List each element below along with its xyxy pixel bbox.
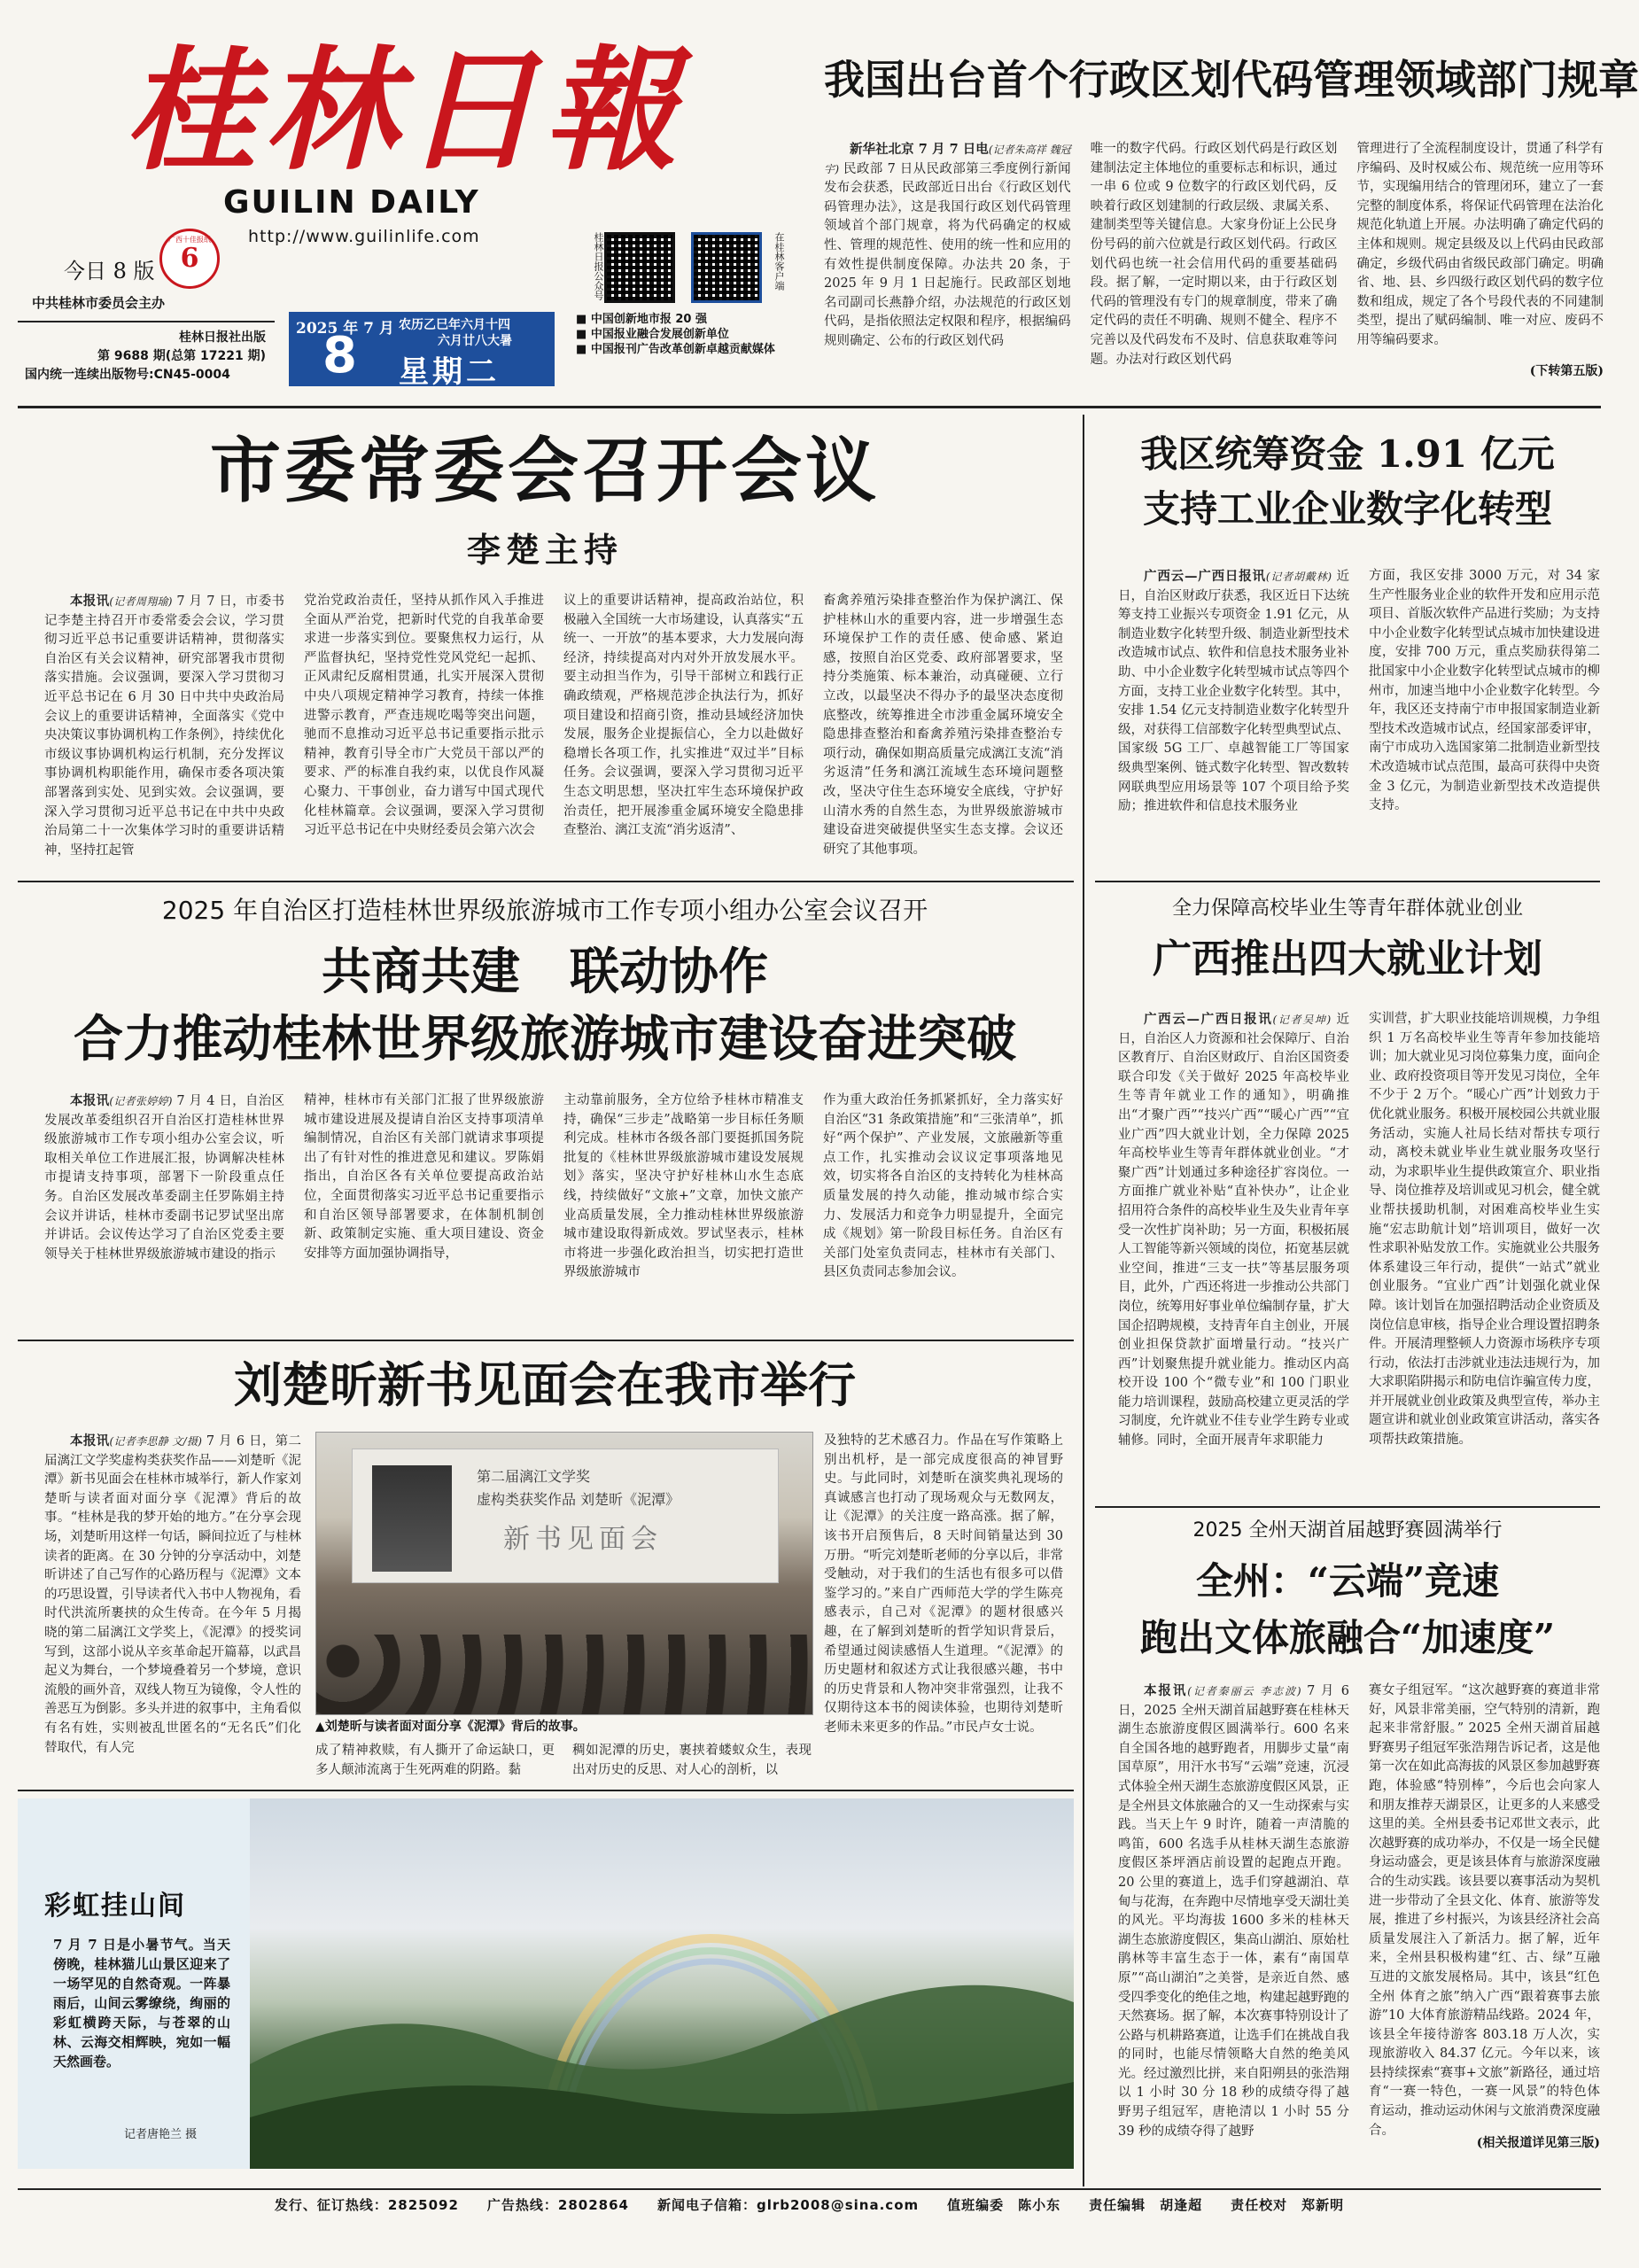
meeting-text-3: 议上的重要讲话精神，提高政治站位，积极融入全国统一大市场建设，认真落实“五统一、一开放”的基本要求，大力发展向海经济，持续提高对内对外开放发展水平。要主动担当作为，引导干部树立和践行正确政绩观，严格规范涉企执法行为，抓好项目建设和招商引资，推动县域经济加快发展，服务企业提振信心，全力以赴做好稳增长各项工作，扎实推进“双过半”目标任务。会议强调，要深入学习贯彻习近平生态文明思想，坚决扛牢生态环境保护政治责任，把开展渗重金属环境安全隐患排查整治、漓江支流“消劣返清”、	[563, 594, 804, 838]
marathon-kicker: 2025 全州天湖首届越野赛圆满举行	[1192, 1519, 1503, 1542]
issue-no: 第 9688 期(总第 17221 期)	[97, 349, 266, 363]
lead-col-1	[824, 140, 1071, 379]
right-column-divider	[1083, 415, 1084, 2186]
funding-headline-2[interactable]: 支持工业企业数字化转型	[1142, 487, 1552, 531]
funding-columns: 广西云—广西日报讯(记者胡戴林) 近日，自治区财政厅获悉，我区近日下达统筹支持工业振兴专项资金 1.91 亿元，从制造业数字化转型升级、制造业新型技术改造城市试点、软件和信息技术服务业补助、中小企业数字化转型城市试点等四个方面，支持工业企业数字化转型。其中，安排 1.54 亿元支持制造业数字化转型升级，对获得工信部数字化转型典型试点、国家级 5G 工厂、卓越智能工厂等国家级典型案例、链式数字化转型、智改数转网联典型应用场景等 107 个项目给予奖励；推进软件和信息技术服务业 方面，我区安排 3000 万元，对 34 家生产性服务业企业的软件开发和应用示范项目、首版次软件产品进行奖励；为支持中小企业数字化转型试点城市加快建设进度，安排 700 万元，重点奖励获得第二批国家中小企业数字化转型试点城市的柳州市，加速当地中小企业数字化转型。今年，我区还支持南宁市申报国家制造业新型技术改造城市试点，经国家部委评审，南宁市成功入选国家第二批制造业新型技术改造城市试点范围，最高可获得中央资金 3 亿元，为制造业新型技术改造提供支持。	[1118, 567, 1600, 863]
date-block	[289, 312, 555, 390]
book-headline[interactable]: 刘楚昕新书见面会在我市举行	[234, 1356, 856, 1413]
book-tail-1: 成了精神救赎，有人撕开了命运缺口，更多人颠沛流离于生死两难的阴路。黏	[315, 1744, 555, 1777]
tourism-columns: 本报讯(记者张婷婷) 7 月 4 日，自治区发展改革委组织召开自治区打造桂林世界级旅游城市工作专项小组办公室会议，听取相关单位工作进展汇报，协调解决桂林市提请支持事项，部署下一阶段重点任务。自治区发展改革委副主任罗陈娟主持会议并讲话，桂林市委副书记罗试坚出席并讲话。会议传达学习了自治区党委主要领导关于桂林世界级旅游城市建设的指示 精神，桂林市有关部门汇报了世界级旅游城市建设进展及提请自治区支持事项清单编制情况，自治区有关部门就请求事项提出了有针对性的推进意见和建议。罗陈娟指出，自治区各有关单位要提高政治站位，全面贯彻落实习近平总书记重要指示和自治区领导部署要求，在体制机制创新、政策制定实施、重大项目建设、资金安排等方面加强协调指导， 主动靠前服务，全方位给予桂林市精准支持，确保“三步走”战略第一步目标任务顺利完成。桂林市各级各部门要挺抓国务院批复的《桂林世界级旅游城市建设发展规划》落实，坚决守护好桂林山水生态底线，持续做好“文旅+”文章，加快文旅产业高质量发展，全力推动桂林世界级旅游城市建设取得新成效。罗试坚表示，桂林市将进一步强化政治担当，切实把打造世界级旅游城市 作为重大政治任务抓紧抓好，全力落实好自治区“31 条政策措施”和“三张清单”，抓好“两个保护”、产业发展，文旅融新等重点工作，扎实推动会议议定事项落地见效，切实将各自治区的支持转化为桂林高质量发展的持久动能，推动城市综合实力、发展活力和竞争力明显提升，全面完成《规划》第一阶段目标任务。自治区有关部门处室负责同志，桂林市有关部门、县区负责同志参加会议。	[44, 1091, 1063, 1325]
lead-col-2	[1091, 140, 1338, 379]
marathon-jump[interactable]: (相关报道详见第三版)	[1476, 2136, 1600, 2150]
tourism-headline-2[interactable]: 合力推动桂林世界级旅游城市建设奋进突破	[74, 1010, 1016, 1068]
tourism-headline-1[interactable]: 共商共建 联动协作	[322, 943, 768, 1001]
lead-headline[interactable]: 我国出台首个行政区划代码管理领域部门规章	[824, 56, 1639, 104]
qr-left-caption: 桂林日报公众号	[593, 232, 604, 300]
funding-text-2: 方面，我区安排 3000 万元，对 34 家生产性服务业企业的软件开发和应用示范项目、首版次软件产品进行奖励；为支持中小企业数字化转型试点城市加快建设进度，安排 700 万元，重点奖励获得第二批国家中小企业数字化转型试点城市的柳州市，加速当地中小企业数字化转型。今年，我区还支持南宁市申报国家制造业新型技术改造城市试点，经国家部委评审，南宁市成功入选国家第二批制造业新型技术改造城市试点范围，最高可获得中央资金 3 亿元，为制造业新型技术改造提供支持。	[1369, 569, 1600, 813]
rainbow-title: 彩虹挂山间	[44, 1891, 186, 1922]
divider-employment	[1095, 1506, 1600, 1508]
honors-list	[576, 312, 784, 357]
honor-item: ■ 中国报刊广告改革创新卓越贡献媒体	[576, 343, 775, 356]
employment-columns: 广西云—广西日报讯(记者吴坤) 近日，自治区人力资源和社会保障厅、自治区教育厅、自治区财政厅、自治区国资委联合印发《关于做好 2025 年高校毕业生等青年就业工作的通知》，明确推出“才聚广西”“技兴广西”“暖心广西”“宜业广西”四大就业计划，全力保障 2025 年高校毕业生等青年群体就业创业。“才聚广西”计划通过多种途径扩容岗位。一方面推广就业补贴“直补快办”，让企业招用符合条件的高校毕业生及失业青年享受一次性扩岗补助；另一方面，积极拓展人工智能等新兴领域的岗位，拓宽基层就业空间，推进“三支一扶”等基层服务项目，此外，广西还将进一步推动公共部门岗位，统筹用好事业单位编制存量，扩大国企招聘规模，支持青年自主创业，开展创业担保贷款扩面增量行动。“技兴广西”计划聚焦提升就业能力。推动区内高校开设 100 个“微专业”和 100 门职业能力培训课程，鼓励高校建立更灵活的学习制度，允许就业不佳专业学生跨专业或辅修。同时，全面开展青年求职能力 实训营，扩大职业技能培训规模，力争组织 1 万名高校毕业生等青年参加技能培训；加大就业见习岗位募集力度，面向企业、政府投资项目等开发见习岗位，全年不少于 2 万个。“暖心广西”计划致力于优化就业服务。积极开展校园公共就业服务活动，实施人社局长结对帮扶专项行动，离校未就业毕业生就业服务攻坚行动，为求职毕业生提供政策宣介、职业指导、岗位推荐及培训或见习机会，健全就业帮扶援助机制，对困难高校毕业生实施“宏志助航计划”培训项目，做好一次性求职补贴发放工作。实施就业公共服务体系建设三年行动，提供“一站式”就业创业服务。“宜业广西”计划强化就业保障。该计划旨在加强招聘活动企业资质及岗位信息审核，指导企业合理设置招聘条件。开展清理整顿人力资源市场秩序专项行动，依法打击涉就业违法违规行为，加大求职陷阱揭示和防电信诈骗宣传力度，并开展就业创业政策及典型宣传，举办主题宣讲和就业创业政策宣讲活动，落实各项帮扶政策措施。	[1118, 1010, 1600, 1492]
lunar-date-1: 农历乙巳年六月十四	[399, 318, 510, 332]
marathon-text-2: 赛女子组冠军。“这次越野赛的赛道非常好，风景非常美丽，空气特别的清新，跑起来非常舒服。” 2025 全州天湖首届越野赛男子组冠军张浩翔告诉记者，这是他第一次在如此高海拔的风景区参加越野赛跑，体验感“特别棒”，今后也会向家人和朋友推荐天湖景区，让更多的人来感受这里的美。全州县委书记邓世文表示，此次越野赛的成功举办，不仅是一场全民健身运动盛会，更是该县体育与旅游深度融合的生动实践。该县要以赛事活动为契机进一步带动了全县文化、体育、旅游等发展，推进了乡村振兴，为该县经济社会高质量发展注入了新活力。据了解，近年来，全州县积极构建“红、古、绿”互融互进的文旅发展格局。其中，该县“红色全州 体育之旅”纳入广西“跟着赛事去旅游”10 大体育旅游精品线路。2024 年，该县全年接待游客 803.18 万人次，实现旅游收入 84.37 亿元。今年以来，该县持续探索“赛事+文旅”新路径，通过培育“一赛一特色，一赛一风景”的特色体育运动，推动运动休闲与文旅消费深度融合。	[1369, 1683, 1600, 2138]
book-col-1: 本报讯(记者李思静 文/摄) 7 月 6 日，第二届漓江文学奖虚构类获奖作品——刘楚昕《泥潭》新书见面会在桂林市城举行，新人作家刘楚昕与读者面对面分享《泥潭》背后的故事。“桂林是我的梦开始的地方。”在分享会现场，刘楚昕用这样一句话，瞬间拉近了与桂林读者的距离。在 30 分钟的分享活动中，刘楚昕讲述了自己写作的心路历程与《泥潭》文本的巧思设置，引导读者代入书中人物视角，看时代洪流所裹挟的众生传奇。在今年 5 月揭晓的第二届漓江文学奖上，《泥潭》的授奖词写到，这部小说从辛亥革命起开篇幕，以武昌起义为舞台，一个梦境叠着另一个梦境，意识流般的画外音，双线人物互为镜像，令人性的善恶互为倒影。多头并进的叙事中，主角看似有名有姓，实则被乱世匿名的“无名氏”们化替取代，有人完	[44, 1433, 301, 1755]
footer-info: 发行、征订热线：2825092 广告热线：2802864 新闻电子信箱：glrb2008@sina.com 值班编委 陈小东 责任编辑 胡逢超 责任校对 郑新明	[274, 2197, 1345, 2213]
divider-book	[18, 1790, 1074, 1791]
date-year-month: 2025 年 7 月	[296, 320, 394, 338]
qr-code-icon[interactable]	[604, 232, 675, 303]
divider-funding	[1095, 881, 1600, 882]
rainbow-credit: 记者唐艳兰 摄	[124, 2128, 198, 2141]
meeting-text-4: 畜禽养殖污染排查整治作为保护漓江、保护桂林山水的重要内容，进一步增强生态环境保护工作的责任感、使命感、紧迫感，按照自治区党委、政府部署要求，坚持分类施策、标本兼治，动真碰硬、立行立改，以最坚决不得办予的最坚决态度彻底整改，统筹推进全市涉重金属环境安全隐患排查整治和畜禽养殖污染排查整治专项行动，确保如期高质量完成漓江支流“消劣返清”任务和漓江流域生态环境问题整改，坚决守住生态环境安全底线，守护好山清水秀的自然生态，为世界级旅游城市建设奋进突破提供坚实生态支撑。会议还研究了其他事项。	[823, 594, 1063, 857]
honor-item: ■ 中国报业融合发展创新单位	[576, 328, 729, 341]
tourism-text-1: 7 月 4 日，自治区发展改革委组织召开自治区打造桂林世界级旅游城市工作专项小组办公室会议，听取相关单位工作进展汇报，协调解决桂林市提请支持事项，部署下一阶段重点任务。自治区发展改革委副主任罗陈娟主持会议并讲话，桂林市委副书记罗试坚出席并讲话。会议传达学习了自治区党委主要领导关于桂林世界级旅游城市建设的指示	[44, 1094, 284, 1262]
employment-text-2: 实训营，扩大职业技能培训规模，力争组织 1 万名高校毕业生等青年参加技能培训；加大就业见习岗位募集力度，面向企业、政府投资项目等开发见习岗位，全年不少于 2 万个。“暖心广西”计划致力于优化就业服务。积极开展校园公共就业服务活动，实施人社局长结对帮扶专项行动，离校未就业毕业生就业服务攻坚行动，为求职毕业生提供政策宣介、职业指导、岗位推荐及培训或见习机会，健全就业帮扶援助机制，对困难高校毕业生实施“宏志助航计划”培训项目，做好一次性求职补贴发放工作。实施就业公共服务体系建设三年行动，提供“一站式”就业创业服务。“宜业广西”计划强化就业保障。该计划旨在加强招聘活动企业资质及岗位信息审核，指导企业合理设置招聘条件。开展清理整顿人力资源市场秩序专项行动，依法打击涉就业违法违规行为，加大求职陷阱揭示和防电信诈骗宣传力度，并开展就业创业政策及典型宣传，举办主题宣讲和就业创业政策宣讲活动，落实各项帮扶政策措施。	[1369, 1012, 1600, 1448]
employment-text-1: 近日，自治区人力资源和社会保障厅、自治区教育厅、自治区财政厅、自治区国资委联合印发《关于做好 2025 年高校毕业生等青年就业工作的通知》，明确推出“才聚广西”“技兴广西”“暖心广西”“宜业广西”四大就业计划，全力保障 2025 年高校毕业生等青年群体就业创业。“才聚广西”计划通过多种途径扩容岗位。一方面推广就业补贴“直补快办”，让企业招用符合条件的高校毕业生及失业青年享受一次性扩岗补助；另一方面，积极拓展人工智能等新兴领域的岗位，拓宽基层就业空间，推进“三支一扶”等基层服务项目，此外，广西还将进一步推动公共部门岗位，统筹用好事业单位编制存量，扩大国企招聘规模，支持青年自主创业，开展创业担保贷款扩面增量行动。“技兴广西”计划聚焦提升就业能力。推动区内高校开设 100 个“微专业”和 100 门职业能力培训课程，鼓励高校建立更灵活的学习制度，允许就业不佳专业学生跨专业或辅修。同时，全面开展青年求职能力	[1118, 1013, 1349, 1449]
lead-col-3	[1356, 140, 1604, 379]
book-text-1: 7 月 6 日，第二届漓江文学奖虚构类获奖作品——刘楚昕《泥潭》新书见面会在桂林市城举行，新人作家刘楚昕与读者面对面分享《泥潭》背后的故事。“桂林是我的梦开始的地方。”在分享会现场，刘楚昕用这样一句话，瞬间拉近了与桂林读者的距离。在 30 分钟的分享活动中，刘楚昕讲述了自己写作的心路历程与《泥潭》文本的巧思设置，引导读者代入书中人物视角，看时代洪流所裹挟的众生传奇。在今年 5 月揭晓的第二届漓江文学奖上，《泥潭》的授奖词写到，这部小说从辛亥革命起开篇幕，以武昌起义为舞台，一个梦境叠着另一个梦境，意识流般的画外音，双线人物互为镜像，令人性的善恶互为倒影。多头并进的叙事中，主角看似有名有姓，实则被乱世匿名的“无名氏”们化替取代，有人完	[44, 1434, 301, 1755]
honor-item: ■ 中国创新地市报 20 强	[576, 313, 707, 326]
funding-text-1: 近日，自治区财政厅获悉，我区近日下达统筹支持工业振兴专项资金 1.91 亿元，从制造业数字化转型升级、制造业新型技术改造城市试点、软件和信息技术服务业补助、中小企业数字化转型城市试点等四个方面，支持工业企业数字化转型。其中，安排 1.54 亿元支持制造业数字化转型升级，对获得工信部数字化转型典型试点、国家级 5G 工厂、卓越智能工厂等国家级典型案例、链式数字化转型、智改数转网联典型应用场景等 107 个项目给予奖励；推进软件和信息技术服务业	[1118, 570, 1350, 814]
lead-text-1: 民政部 7 日从民政部第三季度例行新闻发布会获悉，民政部近日出台《行政区划代码管理办法》，这是我国行政区划代码管理领域首个部门规章，将为代码确定的权威性、管理的规范性、使用的统一性和应用的有效性提供制度保障。办法共 20 条，于 2025 年 9 月 1 日起施行。民政部区划地名司副司长燕静介绍，办法规范的行政区划代码，是指依照法定权限和程序，根据编码规则确定、公布的行政区划代码	[824, 161, 1071, 348]
top-divider	[18, 406, 1601, 408]
lead-jump[interactable]: (下转第五版)	[1529, 364, 1604, 378]
employment-headline[interactable]: 广西推出四大就业计划	[1153, 936, 1542, 982]
tourism-text-2: 精神，桂林市有关部门汇报了世界级旅游城市建设进展及提请自治区支持事项清单编制情况，自治区有关部门就请求事项提出了有针对性的推进意见和建议。罗陈娟指出，自治区各有关单位要提高政治站位，全面贯彻落实习近平总书记重要指示和自治区领导部署要求，在体制机制创新、政策制定实施、重大项目建设、资金安排等方面加强协调指导，	[304, 1093, 544, 1261]
lead-text-3: 管理进行了全流程制度设计，贯通了科学有序编码、及时权威公布、规范统一应用等环节，实现编用结合的管理闭环，建立了一套完整的制度体系，将保证代码管理在法治化规范化轨道上开展。办法明确了确定代码的主体和规则。规定县级及以上代码由民政部确定，乡级代码由省级民政部门确定。明确省、地、县、乡四级行政区划代码的数字位数和组成，规定了各个号段代表的不同建制类型，提出了赋码编制、唯一对应、废码不用等编码要求。	[1356, 142, 1604, 347]
photo-banner	[352, 1449, 779, 1583]
divider-tourism	[18, 1340, 1074, 1341]
cn-no: 国内统一连续出版物号:CN45-0004	[25, 368, 230, 382]
meeting-columns: 本报讯(记者周翔瑜) 7 月 7 日，市委书记李楚主持召开市委常委会会议，学习贯彻习近平总书记重要讲话精神，贯彻落实自治区有关会议精神，研究部署我市贯彻落实措施。会议强调，要深入学习贯彻习近平总书记在 6 月 30 日中共中央政治局会议上的重要讲话精神，全面落实《党中央决策议事协调机构工作条例》，持续优化市级议事协调机构运行机制，充分发挥议事协调机构职能作用，确保市委各项决策部署落到实处、见到实效。会议强调，要深入学习贯彻习近平总书记在中共中央政治局第二十一次集体学习时的重要讲话精神，坚持扛起管 党治党政治责任，坚持从抓作风入手推进全面从严治党，把新时代党的自我革命要求进一步落实到位。要聚焦权力运行，从严监督执纪，坚持党性党风党纪一起抓、正风肃纪反腐相贯通，扎实开展深入贯彻中央八项规定精神学习教育，持续一体推进警示教育，严查违规吃喝等突出问题，驰而不息推动习近平总书记重要指示批示精神，教育引导全市广大党员干部以严的要求、严的标准自我约束，以优良作风凝心聚力、干事创业，奋力谱写中国式现代化桂林篇章。会议强调，要深入学习贯彻习近平总书记在中央财经委员会第六次会 议上的重要讲话精神，提高政治站位，积极融入全国统一大市场建设，认真落实“五统一、一开放”的基本要求，大力发展向海经济，持续提高对内对外开放发展水平。要主动担当作为，引导干部树立和践行正确政绩观，严格规范涉企执法行为，抓好项目建设和招商引资，推动县域经济加快发展，服务企业提振信心，全力以赴做好稳增长各项工作，扎实推进“双过半”目标任务。会议强调，要深入学习贯彻习近平生态文明思想，坚决扛牢生态环境保护政治责任，把开展渗重金属环境安全隐患排查整治、漓江支流“消劣返清”、 畜禽养殖污染排查整治作为保护漓江、保护桂林山水的重要内容，进一步增强生态环境保护工作的责任感、使命感、紧迫感，按照自治区党委、政府部署要求，坚持分类施策、标本兼治，动真碰硬、立行立改，以最坚决不得办予的最坚决态度彻底整改，统筹推进全市涉重金属环境安全隐患排查整治和畜禽养殖污染排查整治专项行动，确保如期高质量完成漓江支流“消劣返清”任务和漓江流域生态环境问题整改，坚决守住生态环境安全底线，守护好山清水秀的自然生态，为世界级旅游城市建设奋进突破提供坚实生态支撑。会议还研究了其他事项。	[44, 592, 1063, 865]
masthead-title: 桂林日報	[124, 33, 685, 189]
marathon-headline-2[interactable]: 跑出文体旅融合“加速度”	[1139, 1616, 1556, 1659]
book-tail-2: 稠如泥潭的历史，裹挟着蝼蚁众生，表现出对历史的反思、对人心的剖析，以	[572, 1744, 812, 1777]
banner-line-2: 虚构类获奖作品 刘楚昕《泥潭》	[477, 1491, 680, 1508]
meeting-headline[interactable]: 市委常委会召开会议	[210, 430, 880, 512]
book-photo-caption: ▲刘楚昕与读者面对面分享《泥潭》背后的故事。	[315, 1720, 586, 1734]
book-cover-icon	[372, 1465, 452, 1572]
lunar-date-2: 六月廿八大暑	[438, 334, 512, 348]
tourism-kicker: 2025 年自治区打造桂林世界级旅游城市工作专项小组办公室会议召开	[161, 896, 928, 925]
divider-meeting	[18, 881, 1074, 882]
rainbow-text: 7 月 7 日是小暑节气。当天傍晚，桂林猫儿山景区迎来了一场罕见的自然奇观。一阵暴雨后，山间云雾缭绕，绚丽的彩虹横跨天际，与苍翠的山林、云海交相辉映，宛如一幅天然画卷。	[53, 1937, 230, 2070]
rainbow-arc-icon	[250, 1798, 1074, 2169]
marathon-text-1: 7 月 6 日，2025 全州天湖首届越野赛在桂林天湖生态旅游度假区圆满举行。600 名来自全国各地的越野跑者，用脚步丈量“南国草原”，用汗水书写“云端”竞速，沉浸式体验全州天湖生态旅游度假区风景，正是全州县文体旅融合的又一生动探索与实践。当天上午 9 时许，随着一声清脆的鸣笛，600 名选手从桂林天湖生态旅游度假区茶坪酒店前设置的起跑点开跑。20 公里的赛道上，选手们穿越湖泊、草甸与花海，在奔跑中尽情地享受天湖壮美的风光。平均海拔 1600 多米的桂林天湖生态旅游度假区，集高山湖泊、原始杜鹃林等丰富生态于一体，素有“南国草原”“高山湖泊”之美誉，是亲近自然、感受四季变化的绝佳之地，构建起越野跑的天然赛场。据了解，本次赛事特别设计了公路与机耕路赛道，让选手们在挑战自我的同时，也能尽情领略大自然的绝美风光。经过激烈比拼，来自阳朔县的张浩翔以 1 小时 30 分 18 秒的成绩夺得了越野男子组冠军，唐艳清以 1 小时 55 分 39 秒的成绩夺得了越野	[1118, 1684, 1350, 2139]
banner-line-3: 新书见面会	[503, 1524, 663, 1555]
masthead-english: GUILIN DAILY	[223, 184, 480, 221]
marathon-headline-1[interactable]: 全州：“云端”竞速	[1195, 1559, 1500, 1603]
book-text-3: 及独特的艺术感召力。作品在写作策略上别出机杼，是一部完成度很高的神冒野史。与此同时，刘楚昕在演奖典礼现场的真诚感言也打动了现场观众与无数网友，让《泥潭》的关注度一路高涨。据了解，该书开启预售后，8 天时间销量达到 30 万册。“听完刘楚昕老师的分享以后，非常受触动，对于我们的生活也有很多可以借鉴学习的。”来自广西师范大学的学生陈亮感表示，自己对《泥潭》的题材很感兴趣，在了解到刘楚昕的哲学知识背景后，希望通过阅读感悟人生道理。“《泥潭》的历史题材和叙述方式让我很感兴趣，书中的历史背景和人物冲突非常强烈，让我不仅期待这本书的阅读体验，也期待刘楚昕老师未来更多的作品。”市民卢女士说。	[824, 1433, 1063, 1735]
meeting-text-1: 7 月 7 日，市委书记李楚主持召开市委常委会会议，学习贯彻习近平总书记重要讲话精神，贯彻落实自治区有关会议精神，研究部署我市贯彻落实措施。会议强调，要深入学习贯彻习近平总书记在 6 月 30 日中共中央政治局会议上的重要讲话精神，全面落实《党中央决策议事协调机构工作条例》，持续优化市级议事协调机构运行机制，充分发挥议事协调机构职能作用，确保市委各项决策部署落到实处、见到实效。会议强调，要深入学习贯彻习近平总书记在中共中央政治局第二十一次集体学习时的重要讲话精神，坚持扛起管	[44, 594, 284, 858]
today-pages: 今日 8 版	[64, 259, 155, 284]
masthead-url: http://www.guilinlife.com	[248, 227, 480, 246]
weekday: 星期二	[399, 354, 500, 390]
employment-kicker: 全力保障高校毕业生等青年群体就业创业	[1171, 897, 1523, 920]
meeting-text-2: 党治党政治责任，坚持从抓作风入手推进全面从严治党，把新时代党的自我革命要求进一步落实到位。要聚焦权力运行，从严监督执纪，坚持党性党风党纪一起抓、正风肃纪反腐相贯通，扎实开展深入贯彻中央八项规定精神学习教育，持续一体推进警示教育，严查违规吃喝等突出问题，驰而不息推动习近平总书记重要指示批示精神，教育引导全市广大党员干部以严的要求、严的标准自我约束，以优良作风凝心聚力、干事创业，奋力谱写中国式现代化桂林篇章。会议强调，要深入学习贯彻习近平总书记在中央财经委员会第六次会	[304, 594, 544, 838]
lead-text-2: 唯一的数字代码。行政区划代码是行政区划建制法定主体地位的重要标志和标识，通过一串 6 位或 9 位数字的行政区划代码，反映着行政区划建制的行政层级、隶属关系、建制类型等关键信息。大家身份证上公民身份号码的前六位就是行政区划代码。行政区划代码也统一社会信用代码的重要基础码段。据了解，一定时期以来，由于行政区划代码的管理没有专门的规章制度，带来了确定代码的责任不明确、规则不健全、程序不完善以及代码发布不及时、信息获取难等问题。办法对行政区划代码	[1090, 142, 1338, 367]
meeting-subhead: 李楚主持	[466, 530, 623, 570]
banner-line-1: 第二届漓江文学奖	[477, 1468, 591, 1485]
badge-numeral: 6	[180, 243, 199, 274]
qr-right-caption: 在桂林客户端	[773, 232, 785, 291]
funding-headline-1[interactable]: 我区统筹资金 1.91 亿元	[1140, 432, 1555, 476]
audience-silhouettes	[316, 1635, 812, 1714]
book-col-3	[824, 1432, 1063, 1742]
book-event-photo	[315, 1432, 813, 1715]
badge-text: 广西十佳报纸	[168, 236, 211, 244]
lead-reporter: (记者朱高祥 魏冠宇)	[824, 144, 1071, 175]
rainbow-landscape-photo	[250, 1798, 1074, 2169]
sponsor: 中共桂林市委员会主办	[32, 295, 166, 311]
rainbow-box	[18, 1798, 250, 2169]
tourism-text-3: 主动靠前服务，全方位给予桂林市精准支持，确保“三步走”战略第一步目标任务顺利完成。桂林市各级各部门要挺抓国务院批复的《桂林世界级旅游城市建设发展规划》落实，坚决守护好桂林山水生态底线，持续做好“文旅+”文章，加快文旅产业高质量发展，全力推动桂林世界级旅游城市建设取得新成效。罗试坚表示，桂林市将进一步强化政治担当，切实把打造世界级旅游城市	[563, 1093, 804, 1280]
lead-byline: 新华社北京 7 月 7 日电	[850, 142, 989, 157]
tourism-text-4: 作为重大政治任务抓紧抓好，全力落实好自治区“31 条政策措施”和“三张清单”，抓好“两个保护”、产业发展，文旅融新等重点工作，扎实推动会议议定事项落地见效，切实将各自治区的支持转化为桂林高质量发展的持久动能，推动城市综合实力、发展活力和竞争力明显提升，全面完成《规划》第一阶段目标任务。自治区有关部门处室负责同志，桂林市有关部门、县区负责同志参加会议。	[823, 1093, 1063, 1280]
mast-divider	[18, 321, 275, 322]
qr-code-icon[interactable]	[691, 232, 762, 303]
footer-rule	[18, 2188, 1601, 2190]
lead-columns	[824, 140, 1604, 379]
honor-badge	[159, 229, 220, 289]
publisher: 桂林日报社出版	[179, 330, 266, 345]
date-day: 8	[322, 327, 357, 384]
marathon-columns: 本报讯(记者秦丽云 李志波) 7 月 6 日，2025 全州天湖首届越野赛在桂林天湖生态旅游度假区圆满举行。600 名来自全国各地的越野跑者，用脚步丈量“南国草原”，用汗水书写“云端”竞速，沉浸式体验全州天湖生态旅游度假区风景，正是全州县文体旅融合的又一生动探索与实践。当天上午 9 时许，随着一声清脆的鸣笛，600 名选手从桂林天湖生态旅游度假区茶坪酒店前设置的起跑点开跑。20 公里的赛道上，选手们穿越湖泊、草甸与花海，在奔跑中尽情地享受天湖壮美的风光。平均海拔 1600 多米的桂林天湖生态旅游度假区，集高山湖泊、原始杜鹃林等丰富生态于一体，素有“南国草原”“高山湖泊”之美誉，是亲近自然、感受四季变化的绝佳之地，构建起越野跑的天然赛场。据了解，本次赛事特别设计了公路与机耕路赛道，让选手们在挑战自我的同时，也能尽情领略大自然的绝美风光。经过激烈比拼，来自阳朔县的张浩翔以 1 小时 30 分 18 秒的成绩夺得了越野男子组冠军，唐艳清以 1 小时 55 分 39 秒的成绩夺得了越野 赛女子组冠军。“这次越野赛的赛道非常好，风景非常美丽，空气特别的清新，跑起来非常舒服。” 2025 全州天湖首届越野赛男子组冠军张浩翔告诉记者，这是他第一次在如此高海拔的风景区参加越野赛跑，体验感“特别棒”，今后也会向家人和朋友推荐天湖景区，让更多的人来感受这里的美。全州县委书记邓世文表示，此次越野赛的成功举办，不仅是一场全民健身运动盛会，更是该县体育与旅游深度融合的生动实践。该县要以赛事活动为契机进一步带动了全县文化、体育、旅游等发展，推进了乡村振兴，为该县经济社会高质量发展注入了新活力。据了解，近年来，全州县积极构建“红、古、绿”互融互进的文旅发展格局。其中，该县“红色全州 体育之旅”纳入广西“跟着赛事去旅游”10 大体育旅游精品线路。2024 年，该县全年接待游客 803.18 万人次，实现旅游收入 84.37 亿元。今年以来，该县持续探索“赛事+文旅”新路径，通过培育“一赛一特色，一赛一风景”的特色体育运动，推动运动休闲与文旅消费深度融合。 (相关报道详见第三版)	[1118, 1683, 1600, 2150]
